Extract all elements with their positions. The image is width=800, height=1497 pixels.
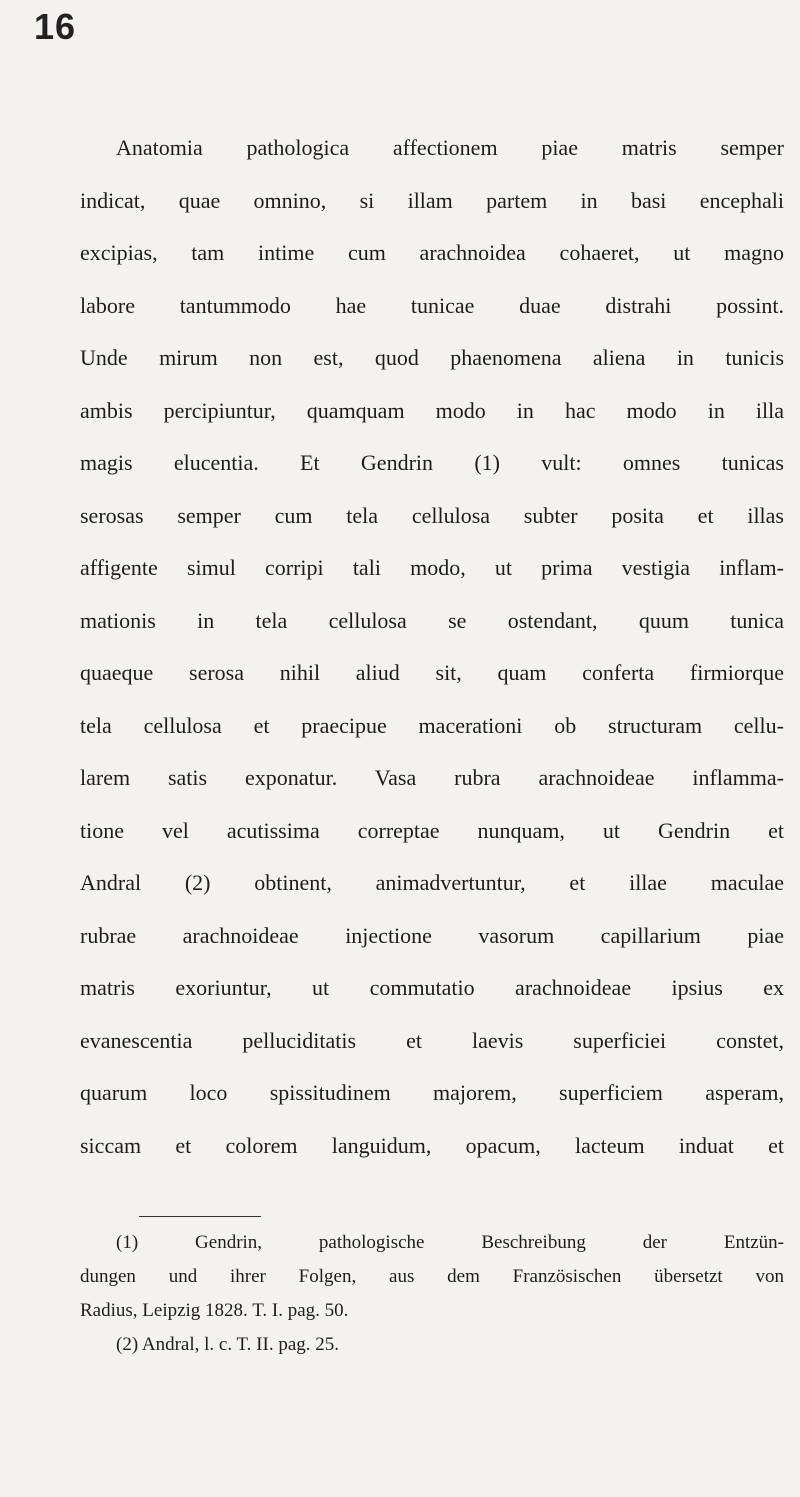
text-line: Anatomia pathologica affectionem piae matris semper — [116, 135, 784, 160]
text-line: quaeque serosa nihil aliud sit, quam conferta firmiorque — [80, 660, 784, 685]
footnote-line: (2) Andral, l. c. T. II. pag. 25. — [116, 1334, 340, 1355]
footnote-line: (1) Gendrin, pathologische Beschreibung der Entzün- — [116, 1232, 784, 1253]
text-line: evanescentia pelluciditatis et laevis superficiei constet, — [80, 1027, 784, 1053]
footnote-line: dungen und ihrer Folgen, aus dem Französischen übersetzt von — [80, 1266, 784, 1287]
text-line: labore tantummodo hae tunicae duae distrahi possint. — [80, 292, 784, 318]
text-line: tione vel acutissima correptae nunquam, ut Gendrin et — [80, 817, 784, 843]
text-line: serosas semper cum tela cellulosa subter posita et illas — [80, 502, 784, 528]
text-line: matris exoriuntur, ut commutatio arachnoideae ipsius ex — [80, 975, 784, 1000]
text-line: rubrae arachnoideae injectione vasorum capillarium piae — [80, 922, 784, 948]
text-line: affigente simul corripi tali modo, ut prima vestigia inflam- — [80, 555, 784, 580]
footnotes — [80, 1226, 784, 1362]
text-line: larem satis exponatur. Vasa rubra arachnoideae inflamma- — [80, 765, 784, 790]
page-number: 16 — [34, 6, 77, 47]
text-line: tela cellulosa et praecipue macerationi ob structuram cellu- — [80, 712, 784, 738]
text-line: excipias, tam intime cum arachnoidea cohaeret, ut magno — [80, 240, 784, 265]
text-line: siccam et colorem languidum, opacum, lacteum induat et — [80, 1132, 784, 1158]
text-line: indicat, quae omnino, si illam partem in basi encephali — [80, 187, 784, 213]
main-text — [80, 122, 784, 1172]
text-line: Andral (2) obtinent, animadvertuntur, et illae maculae — [80, 870, 784, 895]
text-line: mationis in tela cellulosa se ostendant, quum tunica — [80, 607, 784, 633]
footnote-divider — [139, 1216, 261, 1217]
text-line: quarum loco spissitudinem majorem, superficiem asperam, — [80, 1080, 784, 1105]
text-line: ambis percipiuntur, quamquam modo in hac modo in illa — [80, 397, 784, 423]
text-line: magis elucentia. Et Gendrin (1) vult: omnes tunicas — [80, 450, 784, 475]
footnote-line: Radius, Leipzig 1828. T. I. pag. 50. — [80, 1300, 349, 1321]
text-line: Unde mirum non est, quod phaenomena aliena in tunicis — [80, 345, 784, 370]
